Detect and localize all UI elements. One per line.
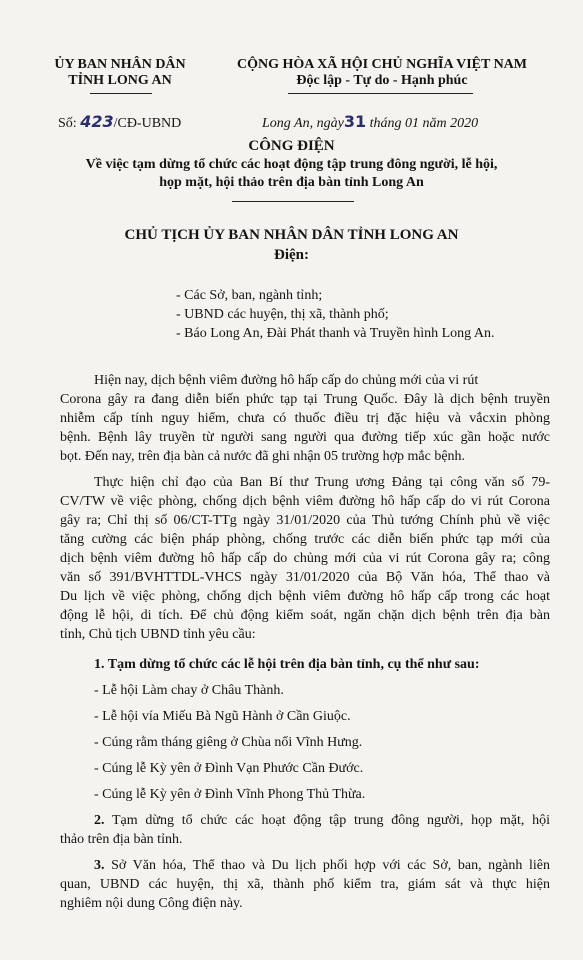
sender-line: CHỦ TỊCH ỦY BAN NHÂN DÂN TỈNH LONG AN bbox=[124, 227, 459, 243]
document-date bbox=[262, 112, 478, 132]
issuing-authority bbox=[40, 57, 200, 89]
document-number bbox=[58, 112, 181, 132]
motto-underline bbox=[288, 93, 473, 94]
motto: Độc lập - Tự do - Hạnh phúc bbox=[296, 73, 468, 88]
section-3-line-3: nghiêm nội dung Công điện này. bbox=[60, 896, 243, 911]
authority-underline bbox=[90, 93, 152, 94]
section-1-heading: 1. Tạm dừng tổ chức các lễ hội trên địa bàn tỉnh, cụ thể như sau: bbox=[94, 657, 480, 672]
paragraph-1-line: bọt. Đến nay, trên địa bàn cả nước đã ghi nhận 05 trường hợp mắc bệnh. bbox=[60, 449, 466, 464]
subject-line-2: họp mặt, hội thảo trên địa bàn tỉnh Long An bbox=[159, 175, 424, 190]
section-2-line-2: thảo trên địa bàn tỉnh. bbox=[60, 832, 183, 847]
festival-item: - Cúng lễ Kỳ yên ở Đình Vạn Phước Cần Đước. bbox=[94, 761, 364, 776]
section-3-number: 3. bbox=[94, 858, 105, 873]
festival-item: - Lễ hội Làm chay ở Châu Thành. bbox=[94, 683, 284, 698]
number-prefix: Số: bbox=[58, 116, 81, 131]
paragraph-2-line: Du lịch về việc phòng, chống dịch bệnh viêm đường hô hấp cấp trong các hoạt bbox=[60, 589, 550, 604]
section-3-text: Sở Văn hóa, Thể thao và Du lịch phối hợp với các Sở, ban, ngành liên bbox=[104, 858, 550, 873]
recipient-2: - UBND các huyện, thị xã, thành phố; bbox=[176, 307, 389, 322]
document-title: CÔNG ĐIỆN bbox=[248, 138, 335, 154]
country-name: CỘNG HÒA XÃ HỘI CHỦ NGHĨA VIỆT NAM bbox=[236, 57, 527, 72]
paragraph-2-line: văn số 391/BVHTTDL-VHCS ngày 31/01/2020 của Bộ Văn hóa, Thể thao và bbox=[60, 570, 550, 585]
paragraph-2-line: tỉnh, Chủ tịch UBND tỉnh yêu cầu: bbox=[60, 627, 256, 642]
handwritten-day: 31 bbox=[343, 112, 367, 131]
date-suffix: tháng 01 năm 2020 bbox=[366, 116, 479, 131]
paragraph-2-line: CV/TW về việc phòng, chống dịch bệnh viêm đường hô hấp cấp do vi rút Corona bbox=[60, 494, 550, 509]
recipient-1: - Các Sở, ban, ngành tỉnh; bbox=[176, 288, 323, 303]
handwritten-number: 423 bbox=[80, 112, 114, 131]
authority-line-1: ỦY BAN NHÂN DÂN bbox=[54, 57, 186, 72]
paragraph-1-line: bệnh. Bệnh lây truyền từ người sang người qua đường tiếp xúc gần hoặc nước bbox=[60, 430, 550, 445]
section-3-line-2: quan, UBND các huyện, thị xã, thành phố kiểm tra, giám sát và thực hiện bbox=[60, 877, 550, 892]
festival-item: - Lễ hội vía Miếu Bà Ngũ Hành ở Cần Giuộc. bbox=[94, 709, 351, 724]
document-subject bbox=[20, 156, 563, 192]
recipient-3: - Báo Long An, Đài Phát thanh và Truyền hình Long An. bbox=[176, 326, 495, 341]
subject-underline bbox=[232, 201, 354, 202]
paragraph-2-line: tăng cường các biện pháp phòng, chống trước các diễn biến phức tạp mới của bbox=[60, 532, 550, 547]
paragraph-1-line: Hiện nay, dịch bệnh viêm đường hô hấp cấp do chủng mới của vi rút bbox=[94, 373, 479, 388]
authority-line-2: TỈNH LONG AN bbox=[68, 73, 172, 88]
paragraph-2-line: dịch bệnh viêm đường hô hấp cấp do chủng mới của vi rút Corona gây ra; công bbox=[60, 551, 550, 566]
section-3-line-1 bbox=[94, 857, 550, 874]
section-2-number: 2. bbox=[94, 813, 105, 828]
number-suffix: /CĐ-UBND bbox=[113, 116, 182, 131]
subject-line-1: Về việc tạm dừng tổ chức các hoạt động tập trung đông người, lễ hội, bbox=[85, 157, 498, 172]
paragraph-2-line: Thực hiện chỉ đạo của Ban Bí thư Trung ương Đảng tại công văn số 79- bbox=[94, 475, 550, 490]
section-2-line-1 bbox=[94, 812, 550, 829]
dien-label: Điện: bbox=[274, 247, 309, 263]
paragraph-2-line: gây ra; Chỉ thị số 06/CT-TTg ngày 31/01/2020 của Thủ tướng Chính phủ về việc bbox=[60, 513, 550, 528]
national-motto bbox=[212, 57, 552, 89]
paragraph-1-line: Corona gây ra đang diễn biến phức tạp tại Trung Quốc. Đây là dịch bệnh truyền bbox=[60, 392, 550, 407]
paragraph-2-line: động lễ hội, di tích. Để chủ động kiểm soát, ngăn chặn dịch bệnh trên địa bàn bbox=[60, 608, 550, 623]
section-2-text: Tạm dừng tổ chức các hoạt động tập trung đông người, họp mặt, hội bbox=[104, 813, 550, 828]
festival-item: - Cúng lễ Kỳ yên ở Đình Vĩnh Phong Thủ Thừa. bbox=[94, 787, 366, 802]
date-prefix: Long An, ngày bbox=[262, 116, 344, 131]
festival-item: - Cúng rằm tháng giêng ở Chùa nổi Vĩnh Hưng. bbox=[94, 735, 363, 750]
paragraph-1-line: nhiễm cấp tính nguy hiểm, chưa có thuốc điều trị đặc hiệu và vắcxin phòng bbox=[60, 411, 550, 426]
